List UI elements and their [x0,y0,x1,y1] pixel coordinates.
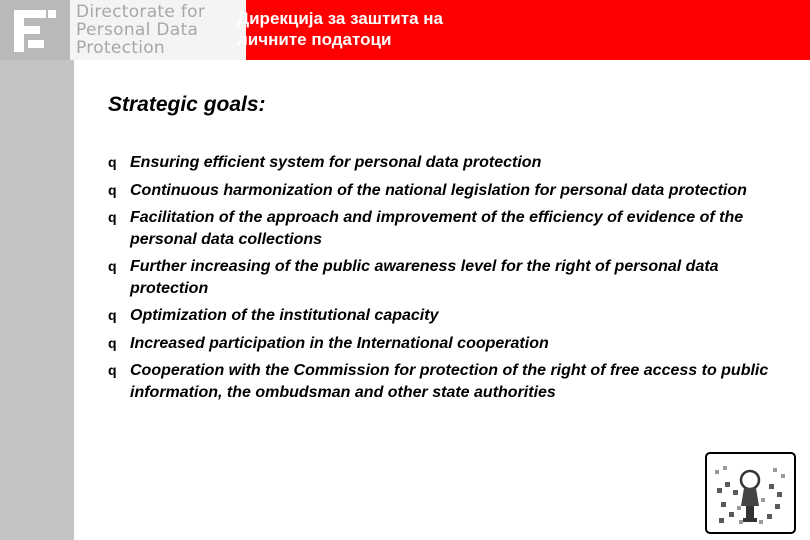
list-item [108,207,788,250]
list-item [108,256,788,299]
list-item [108,152,788,174]
list-item [108,333,788,355]
goals-list [108,152,788,409]
seal-graphic [713,458,788,528]
bullet-icon: q [108,334,117,351]
side-bar [0,60,74,540]
logo-text-line: Directorate for [76,2,206,22]
goal-text: Increased participation in the International cooperation [130,334,549,352]
goal-text: Continuous harmonization of the national legislation for personal data protection [130,181,747,199]
goal-text: Ensuring efficient system for personal data protection [130,154,542,171]
page-heading: Strategic goals: [108,93,266,116]
list-item [108,180,788,202]
goal-text: Optimization of the institutional capacity [130,307,439,324]
list-item [108,360,788,403]
directorate-logo-icon [0,0,70,60]
logo-text-line: Protection [76,38,166,58]
bullet-icon: q [108,258,117,274]
goal-text: Further increasing of the public awareness level for the right of personal data protection [130,258,719,297]
goal-text: Cooperation with the Commission for protection of the right of free access to public information, the ombudsman and other state authorities [130,362,769,401]
goal-text: Facilitation of the approach and improvement of the efficiency of evidence of the personal data collections [130,209,744,248]
header-title-line: личните податоци [237,30,392,49]
bullet-icon: q [108,209,117,225]
bullet-icon: q [108,362,117,378]
header-title-line: Дирекција за заштита на [237,9,443,28]
logo-text-line: Personal Data [76,20,199,40]
bullet-icon: q [108,154,117,170]
bullet-icon: q [108,181,117,198]
header-bar [0,0,810,60]
logo-wordmark [70,0,246,60]
list-item [108,305,788,327]
seal-emblem-icon [705,452,796,534]
header-title [237,8,443,50]
bullet-icon: q [108,307,117,323]
